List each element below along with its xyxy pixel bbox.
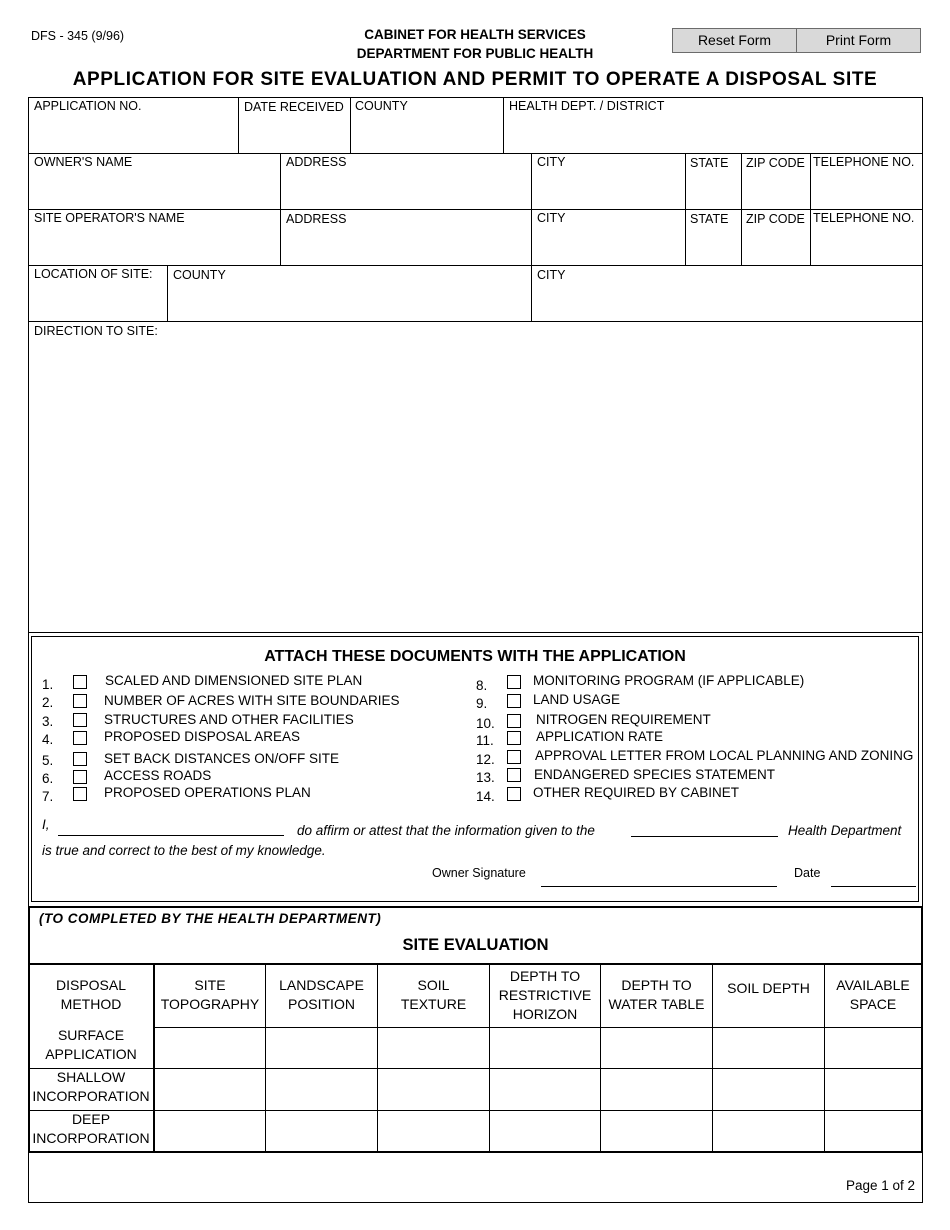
- location-city-field[interactable]: [533, 283, 920, 320]
- attachment-checkbox-14[interactable]: [507, 787, 521, 801]
- divider: [167, 265, 168, 321]
- eval-row-deep-incorporation: DEEP INCORPORATION: [32, 1111, 150, 1146]
- eval-row-surface-application: SURFACE APPLICATION: [45, 1027, 137, 1062]
- eval-cell-input[interactable]: [714, 1070, 822, 1108]
- operator-city-field[interactable]: [533, 227, 683, 264]
- affirm-line-2: is true and correct to the best of my knowledge.: [42, 843, 326, 858]
- divider: [810, 153, 811, 265]
- directions-label: DIRECTION TO SITE:: [34, 324, 158, 338]
- eval-col-available-space: AVAILABLE SPACE: [836, 977, 910, 1012]
- eval-cell-input[interactable]: [155, 1112, 263, 1150]
- attachment-label: STRUCTURES AND OTHER FACILITIES: [104, 712, 354, 727]
- attachment-label: MONITORING PROGRAM (IF APPLICABLE): [533, 673, 805, 688]
- directions-textarea[interactable]: [30, 340, 920, 630]
- attachment-label: SCALED AND DIMENSIONED SITE PLAN: [105, 673, 363, 688]
- form-id: DFS - 345 (9/96): [31, 29, 125, 43]
- eval-cell-input[interactable]: [379, 1029, 487, 1066]
- attachment-label: LAND USAGE: [533, 692, 621, 707]
- owner-city-label: CITY: [537, 155, 566, 169]
- attachment-checkbox-10[interactable]: [507, 714, 521, 728]
- eval-cell-input[interactable]: [491, 1112, 598, 1150]
- attachment-checkbox-1[interactable]: [73, 675, 87, 689]
- attachment-label: ACCESS ROADS: [104, 768, 212, 783]
- health-dept-label: HEALTH DEPT. / DISTRICT: [509, 99, 665, 113]
- owner-phone-label: TELEPHONE NO.: [813, 155, 915, 169]
- operator-state-label: STATE: [690, 212, 729, 226]
- agency-line-1: CABINET FOR HEALTH SERVICES: [364, 27, 586, 42]
- operator-phone-field[interactable]: [812, 227, 920, 264]
- affirm-suffix: Health Department: [788, 823, 902, 838]
- application-no-label: APPLICATION NO.: [34, 99, 142, 113]
- owner-state-label: STATE: [690, 156, 729, 170]
- evaluation-note: (TO COMPLETED BY THE HEALTH DEPARTMENT): [39, 911, 382, 926]
- attachment-checkbox-13[interactable]: [507, 768, 521, 782]
- date-label: Date: [794, 866, 821, 880]
- operator-state-field[interactable]: [687, 227, 739, 264]
- attachment-checkbox-6[interactable]: [73, 770, 87, 784]
- attachment-label: APPROVAL LETTER FROM LOCAL PLANNING AND ZONING: [535, 748, 914, 763]
- divider: [28, 321, 923, 322]
- attachment-num: 9.: [476, 696, 488, 711]
- owner-name-field[interactable]: [30, 171, 278, 208]
- operator-zip-label: ZIP CODE: [746, 212, 805, 226]
- eval-col-depth-water-table: DEPTH TO WATER TABLE: [608, 977, 705, 1012]
- eval-cell-input[interactable]: [267, 1029, 375, 1066]
- affirm-middle-text: do affirm or attest that the information given to the: [297, 823, 595, 838]
- attachment-num: 11.: [476, 733, 494, 748]
- attachment-label: SET BACK DISTANCES ON/OFF SITE: [104, 751, 340, 766]
- owner-zip-field[interactable]: [743, 171, 808, 208]
- location-county-label: COUNTY: [173, 268, 226, 282]
- divider: [28, 1110, 923, 1111]
- eval-col-soil-depth: SOIL DEPTH: [727, 979, 810, 996]
- attachment-label: ENDANGERED SPECIES STATEMENT: [534, 767, 776, 782]
- date-line[interactable]: [831, 886, 916, 887]
- operator-name-label: SITE OPERATOR'S NAME: [34, 211, 185, 225]
- eval-col-site-topography: SITE TOPOGRAPHY: [160, 977, 260, 1012]
- eval-cell-input[interactable]: [155, 1029, 263, 1066]
- operator-zip-field[interactable]: [743, 227, 808, 264]
- divider: [280, 153, 281, 265]
- attachment-checkbox-7[interactable]: [73, 787, 87, 801]
- attachment-checkbox-11[interactable]: [507, 731, 521, 745]
- attachment-num: 4.: [42, 732, 54, 747]
- divider: [531, 153, 532, 321]
- divider: [28, 265, 923, 266]
- attachment-num: 1.: [42, 677, 54, 692]
- page-title: APPLICATION FOR SITE EVALUATION AND PERMIT TO OPERATE A DISPOSAL SITE: [72, 69, 878, 90]
- attachment-label: PROPOSED OPERATIONS PLAN: [104, 785, 311, 800]
- eval-cell-input[interactable]: [602, 1070, 710, 1108]
- affirm-prefix: I,: [42, 817, 50, 832]
- attachment-num: 5.: [42, 753, 54, 768]
- health-dept-field[interactable]: [505, 114, 920, 152]
- eval-cell-input[interactable]: [491, 1029, 598, 1066]
- attachment-num: 3.: [42, 714, 54, 729]
- eval-cell-input[interactable]: [714, 1112, 822, 1150]
- eval-row-shallow-incorporation: SHALLOW INCORPORATION: [32, 1069, 150, 1104]
- operator-name-field[interactable]: [30, 227, 278, 264]
- location-label: LOCATION OF SITE:: [34, 267, 153, 281]
- county-field[interactable]: [352, 114, 501, 152]
- eval-col-landscape-position: LANDSCAPE POSITION: [279, 977, 364, 1012]
- agency-line-2: DEPARTMENT FOR PUBLIC HEALTH: [356, 46, 594, 61]
- attachment-num: 13.: [476, 770, 495, 785]
- reset-form-button[interactable]: Reset Form: [672, 28, 797, 53]
- eval-cell-input[interactable]: [826, 1112, 920, 1150]
- signature-label: Owner Signature: [432, 866, 526, 880]
- eval-cell-input[interactable]: [379, 1070, 487, 1108]
- eval-col-depth-restrictive: DEPTH TO RESTRICTIVE HORIZON: [498, 967, 592, 1022]
- print-form-button[interactable]: Print Form: [796, 28, 921, 53]
- divider: [685, 153, 686, 265]
- owner-zip-label: ZIP CODE: [746, 156, 805, 170]
- attachment-label: OTHER REQUIRED BY CABINET: [533, 785, 740, 800]
- attachments-heading: ATTACH THESE DOCUMENTS WITH THE APPLICATION: [264, 648, 686, 665]
- attachment-label: PROPOSED DISPOSAL AREAS: [104, 729, 301, 744]
- eval-col-disposal-method: DISPOSAL METHOD: [55, 977, 127, 1012]
- page-number: Page 1 of 2: [846, 1178, 916, 1193]
- attachment-label: NITROGEN REQUIREMENT: [536, 712, 711, 727]
- divider: [28, 1068, 923, 1069]
- eval-cell-input[interactable]: [714, 1029, 822, 1066]
- location-city-label: CITY: [537, 268, 566, 282]
- date-received-field[interactable]: [240, 116, 348, 152]
- operator-city-label: CITY: [537, 211, 566, 225]
- divider: [741, 153, 742, 265]
- operator-phone-label: TELEPHONE NO.: [813, 211, 915, 225]
- affirm-name-line[interactable]: [58, 835, 284, 836]
- attachment-num: 10.: [476, 716, 495, 731]
- owner-phone-field[interactable]: [812, 171, 920, 208]
- eval-cell-input[interactable]: [602, 1029, 710, 1066]
- owner-city-field[interactable]: [533, 171, 683, 208]
- divider: [28, 209, 923, 210]
- attachment-num: 7.: [42, 789, 54, 804]
- eval-cell-input[interactable]: [826, 1029, 920, 1066]
- attachment-label: NUMBER OF ACRES WITH SITE BOUNDARIES: [104, 693, 400, 708]
- attachment-checkbox-9[interactable]: [507, 694, 521, 708]
- eval-cell-input[interactable]: [826, 1070, 920, 1108]
- attachment-num: 6.: [42, 771, 54, 786]
- attachment-num: 12.: [476, 752, 495, 767]
- eval-cell-input[interactable]: [491, 1070, 598, 1108]
- eval-col-soil-texture: SOIL TEXTURE: [400, 977, 467, 1012]
- operator-address-field[interactable]: [282, 227, 529, 264]
- location-county-field[interactable]: [169, 283, 529, 320]
- divider: [153, 1027, 923, 1028]
- signature-line[interactable]: [541, 886, 777, 887]
- attachment-label: APPLICATION RATE: [536, 729, 664, 744]
- divider: [238, 97, 239, 153]
- county-label: COUNTY: [355, 99, 408, 113]
- attachment-num: 2.: [42, 695, 54, 710]
- attachment-checkbox-12[interactable]: [507, 750, 521, 764]
- attachment-checkbox-2[interactable]: [73, 694, 87, 708]
- attachment-checkbox-4[interactable]: [73, 731, 87, 745]
- evaluation-heading: SITE EVALUATION: [402, 936, 549, 954]
- eval-cell-input[interactable]: [267, 1112, 375, 1150]
- eval-cell-input[interactable]: [155, 1070, 263, 1108]
- owner-state-field[interactable]: [687, 171, 739, 208]
- divider: [28, 632, 923, 633]
- eval-cell-input[interactable]: [602, 1112, 710, 1150]
- affirm-dept-line[interactable]: [631, 836, 778, 837]
- date-received-label: DATE RECEIVED: [244, 100, 344, 114]
- attachment-checkbox-5[interactable]: [73, 752, 87, 766]
- attachment-num: 14.: [476, 789, 495, 804]
- operator-address-label: ADDRESS: [286, 212, 347, 226]
- divider: [503, 97, 504, 153]
- attachment-checkbox-3[interactable]: [73, 713, 87, 727]
- attachment-checkbox-8[interactable]: [507, 675, 521, 689]
- owner-address-label: ADDRESS: [286, 155, 347, 169]
- eval-cell-input[interactable]: [379, 1112, 487, 1150]
- owner-address-field[interactable]: [282, 171, 529, 208]
- owner-name-label: OWNER'S NAME: [34, 155, 133, 169]
- divider: [28, 153, 923, 154]
- application-no-field[interactable]: [30, 114, 236, 152]
- divider: [350, 97, 351, 153]
- eval-cell-input[interactable]: [267, 1070, 375, 1108]
- attachment-num: 8.: [476, 678, 488, 693]
